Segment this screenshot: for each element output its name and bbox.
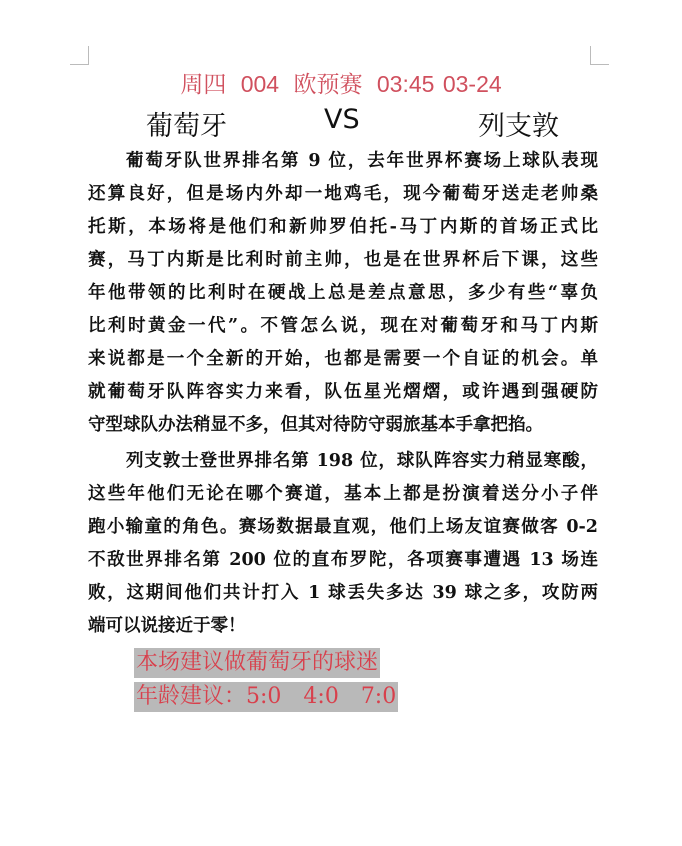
text-line: 就葡萄牙队阵容实力来看，队伍星光熠熠，或许遇到强硬防 (88, 382, 598, 402)
teams-row (0, 104, 682, 144)
paragraph-portugal (88, 145, 598, 442)
match-header (0, 66, 682, 99)
vs-label: VS (324, 104, 360, 135)
text-line: 列支敦士登世界排名第 198 位，球队阵容实力稍显寒酸， (126, 451, 598, 471)
home-team: 葡萄牙 (146, 111, 227, 142)
text-line: 跑小输童的角色。赛场数据最直观，他们上场友谊赛做客 0-2 (88, 517, 598, 537)
match-date: 03-24 (442, 71, 502, 97)
match-number: 004 (240, 71, 280, 97)
text-line: 还算良好，但是场内外却一地鸡毛，现今葡萄牙送走老帅桑 (88, 184, 598, 204)
text-line: 葡萄牙队世界排名第 9 位，去年世界杯赛场上球队表现 (126, 151, 598, 171)
away-team: 列支敦 (478, 111, 559, 142)
text-line: 比利时黄金一代”。不管怎么说，现在对葡萄牙和马丁内斯 (88, 316, 598, 336)
crop-mark-right (590, 46, 609, 65)
text-line: 败，这期间他们共计打入 1 球丢失多达 39 球之多，攻防两 (88, 583, 598, 603)
crop-mark-left (70, 46, 89, 65)
league: 欧预赛 (293, 71, 363, 97)
recommendation-line: 本场建议做葡萄牙的球迷 (134, 648, 380, 678)
score-suggestion: 年龄建议：5:0 4:0 7:0 (134, 682, 398, 712)
text-line: 端可以说接近于零！ (88, 616, 246, 636)
text-line: 来说都是一个全新的开始，也都是需要一个自证的机会。单 (88, 349, 598, 369)
text-line: 赛，马丁内斯是比利时前主帅，也是在世界杯后下课，这些 (88, 250, 598, 270)
text-line: 守型球队办法稍显不多，但其对待防守弱旅基本手拿把掐。 (88, 415, 543, 435)
text-line: 年他带领的比利时在硬战上总是差点意思，多少有些“辜负 (88, 283, 598, 303)
text-line: 托斯，本场将是他们和新帅罗伯托-马丁内斯的首场正式比 (88, 217, 598, 237)
weekday: 周四 (180, 71, 227, 97)
match-time: 03:45 (376, 71, 435, 97)
text-line: 不敌世界排名第 200 位的直布罗陀，各项赛事遭遇 13 场连 (88, 550, 598, 570)
paragraph-liechtenstein (88, 445, 598, 643)
text-line: 这些年他们无论在哪个赛道，基本上都是扮演着送分小子伴 (88, 484, 598, 504)
